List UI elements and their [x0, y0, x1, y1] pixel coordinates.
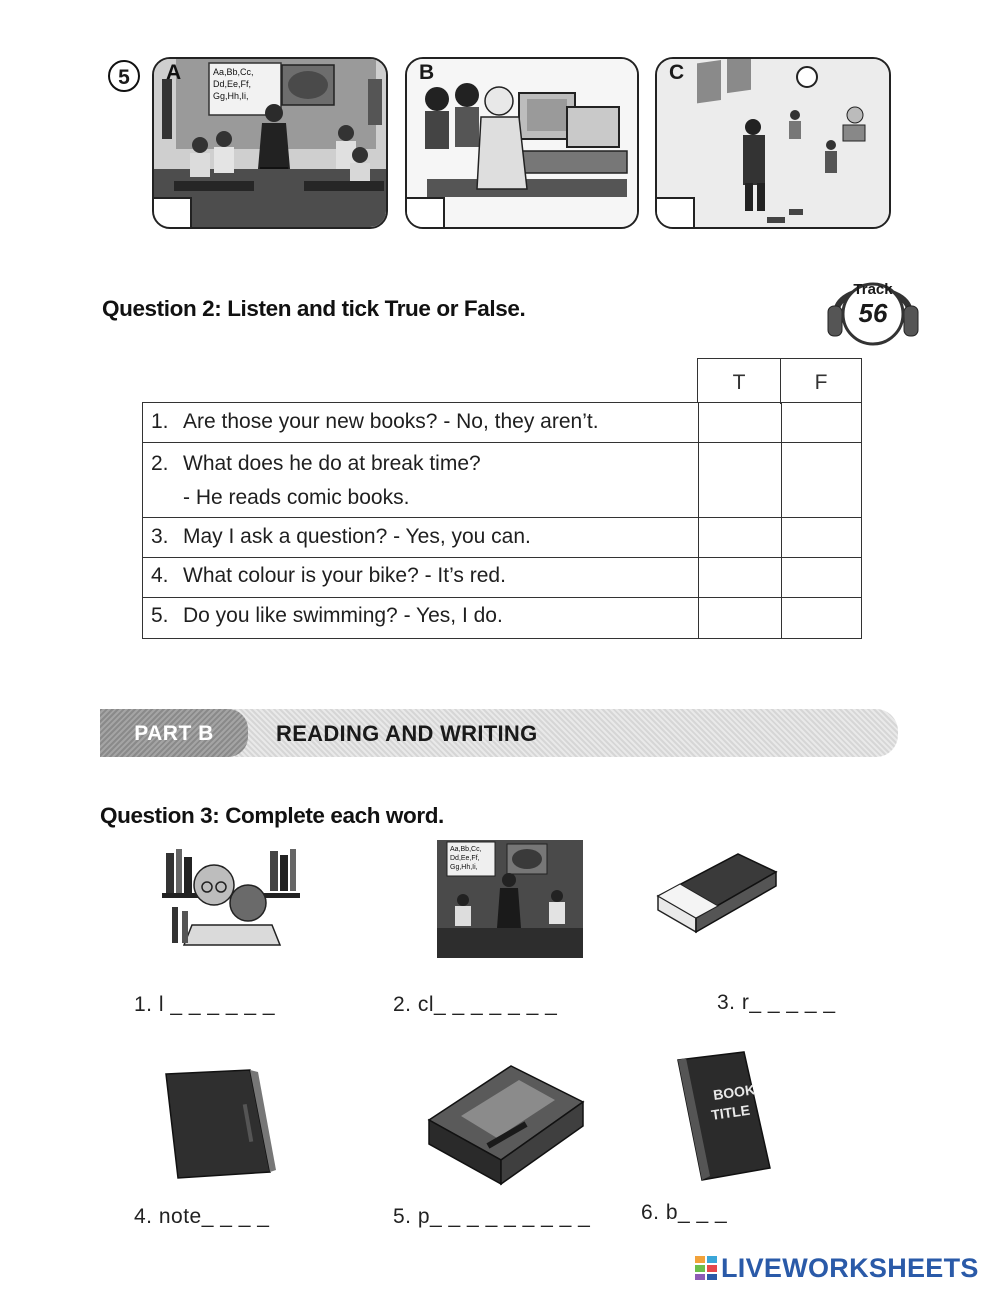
book-picture [674, 1050, 776, 1182]
pencil-case-illustration [425, 1058, 587, 1188]
answer-true-5[interactable] [698, 598, 782, 638]
library-picture [162, 845, 300, 950]
board-line-1: Aa,Bb,Cc, [450, 846, 482, 853]
answer-box-c[interactable] [655, 197, 695, 229]
table-row [143, 443, 861, 518]
board-line-2: Dd,Ee,Ff, [213, 79, 252, 89]
answer-true-2[interactable] [698, 443, 782, 517]
answer-true-1[interactable] [698, 403, 782, 442]
question-2-heading: Question 2: Listen and tick True or False. [102, 296, 526, 321]
table-row [143, 518, 861, 558]
library-illustration [162, 845, 300, 950]
false-column-header: F [814, 371, 828, 394]
answer-false-2[interactable] [780, 443, 862, 517]
word-item-3[interactable]: 3. r_ _ _ _ _ [717, 991, 836, 1014]
picture-option-b[interactable] [405, 57, 639, 229]
table-row [143, 558, 861, 598]
table-row [143, 403, 861, 443]
board-line-2: Dd,Ee,Ff, [450, 855, 480, 862]
statement-5: 5. Do you like swimming? - Yes, I do. [151, 604, 503, 627]
answer-box-b[interactable] [405, 197, 445, 229]
classroom-picture [437, 840, 583, 958]
picture-option-a[interactable] [152, 57, 388, 229]
track-label: Track [853, 281, 893, 298]
statement-4: 4. What colour is your bike? - It’s red. [151, 564, 506, 587]
track-number: 56 [858, 298, 888, 328]
picture-letter-c: C [669, 61, 685, 84]
board-line-3: Gg,Hh,Ii, [213, 91, 249, 101]
answer-false-4[interactable] [780, 558, 862, 597]
word-item-2[interactable]: 2. cl_ _ _ _ _ _ _ [393, 993, 558, 1016]
answer-true-4[interactable] [698, 558, 782, 597]
pencil-case-picture [425, 1058, 587, 1188]
notebook-picture [158, 1068, 284, 1183]
book-illustration [674, 1050, 776, 1182]
audio-track-badge[interactable] [826, 268, 920, 348]
picture-letter-a: A [166, 61, 182, 84]
rubber-eraser-illustration [652, 848, 780, 936]
part-b-banner [100, 709, 898, 757]
word-item-5[interactable]: 5. p_ _ _ _ _ _ _ _ _ [393, 1205, 591, 1228]
part-b-tag: PART B [100, 709, 248, 757]
picture-letter-b: B [419, 61, 435, 84]
classroom-small-illustration [437, 840, 583, 958]
rubber-picture [652, 848, 780, 936]
answer-box-a[interactable] [152, 197, 192, 229]
book-cover-line-2: TITLE [710, 1101, 751, 1123]
statement-2: 2. What does he do at break time? - He reads comic books. [151, 452, 481, 509]
question-3-heading: Question 3: Complete each word. [100, 803, 444, 828]
answer-false-3[interactable] [780, 518, 862, 557]
part-b-title: READING AND WRITING [276, 721, 538, 746]
answer-false-1[interactable] [780, 403, 862, 442]
word-item-6[interactable]: 6. b_ _ _ [641, 1201, 728, 1224]
true-column-header: T [698, 359, 781, 404]
picture-option-c[interactable] [655, 57, 891, 229]
word-item-4[interactable]: 4. note_ _ _ _ [134, 1205, 270, 1228]
word-item-1[interactable]: 1. l _ _ _ _ _ _ [134, 993, 276, 1016]
answer-false-5[interactable] [780, 598, 862, 638]
liveworksheets-brand: LIVEWORKSHEETS [721, 1253, 979, 1283]
table-body [142, 402, 862, 639]
board-line-1: Aa,Bb,Cc, [213, 67, 254, 77]
book-cover-line-1: BOOK [712, 1081, 757, 1103]
question-item-number: 5 [108, 60, 140, 92]
statement-1: 1. Are those your new books? - No, they aren’t. [151, 410, 599, 433]
statement-3: 3. May I ask a question? - Yes, you can. [151, 525, 531, 548]
table-row [143, 598, 861, 638]
answer-true-3[interactable] [698, 518, 782, 557]
notebook-illustration [158, 1068, 284, 1183]
table-header [697, 358, 862, 403]
liveworksheets-logo-icon [695, 1256, 717, 1280]
board-line-3: Gg,Hh,Ii, [450, 864, 478, 871]
